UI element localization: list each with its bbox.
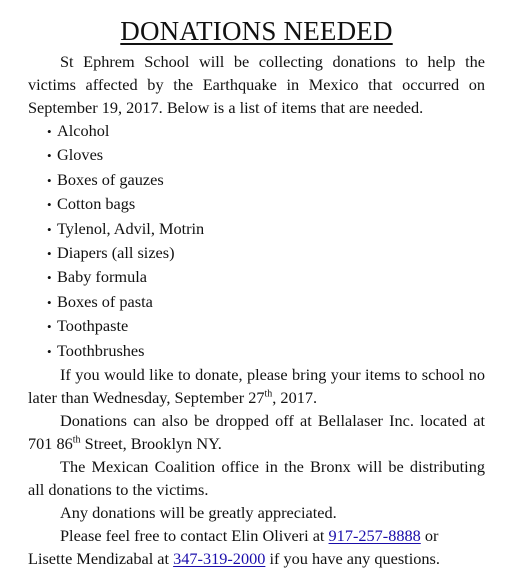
list-item-label: Tylenol, Advil, Motrin: [57, 218, 205, 238]
list-item-label: Cotton bags: [57, 194, 136, 214]
list-item-label: Gloves: [57, 145, 104, 165]
donate-text-end: , 2017.: [272, 388, 318, 408]
bullet-icon: •: [47, 319, 52, 335]
ordinal-suffix: th: [264, 388, 273, 400]
list-item-label: Boxes of pasta: [57, 291, 153, 311]
list-item-label: Diapers (all sizes): [57, 243, 175, 263]
bullet-icon: •: [47, 221, 52, 237]
dropoff-text: Donations can also be dropped off at Bellalaser Inc. located at 701 86: [28, 411, 485, 454]
list-item-label: Toothbrushes: [57, 340, 145, 360]
bullet-icon: •: [47, 148, 52, 164]
list-item: [47, 265, 485, 289]
contact-paragraph: [28, 524, 485, 570]
needed-items-list: [28, 119, 485, 363]
bullet-icon: •: [47, 172, 52, 188]
list-item: [47, 119, 485, 143]
appreciation-paragraph: Any donations will be greatly appreciated.: [60, 503, 337, 523]
list-item: [47, 339, 485, 363]
list-item-label: Baby formula: [57, 267, 147, 287]
intro-paragraph: St Ephrem School will be collecting donations to help the victims affected by the Earthquake in Mexico that occurred on September 19, 2017. Below is a list of items that are needed.: [28, 52, 485, 117]
list-item-label: Alcohol: [57, 121, 110, 140]
contact-text: Please feel free to contact Elin Oliveri at: [60, 526, 329, 546]
page-title: DONATIONS NEEDED: [120, 16, 393, 46]
bullet-icon: •: [47, 197, 52, 213]
list-item-label: Toothpaste: [57, 316, 129, 336]
list-item-label: Boxes of gauzes: [57, 169, 164, 189]
list-item: [47, 217, 485, 241]
donate-text: If you would like to donate, please bring your items to school no later than Wednesday, September 27: [28, 365, 485, 408]
list-item: [47, 290, 485, 314]
list-item: [47, 192, 485, 216]
bullet-icon: •: [47, 343, 52, 359]
list-item: [47, 143, 485, 167]
contact-text: if you have any questions.: [265, 549, 440, 569]
list-item: [47, 314, 485, 338]
contact-text: or Lisette Mendizabal at: [28, 526, 439, 569]
list-item: [47, 241, 485, 265]
bullet-icon: •: [47, 294, 52, 310]
phone-link-elin[interactable]: 917-257-8888: [328, 526, 421, 546]
bullet-icon: •: [47, 246, 52, 262]
bullet-icon: •: [47, 270, 52, 286]
dropoff-text-end: Street, Brooklyn NY.: [80, 434, 222, 454]
bullet-icon: •: [47, 124, 52, 139]
dropoff-paragraph: [28, 409, 485, 455]
donate-deadline-paragraph: [28, 363, 485, 409]
phone-link-lisette[interactable]: 347-319-2000: [173, 549, 266, 569]
list-item: [47, 168, 485, 192]
ordinal-suffix: th: [72, 434, 81, 446]
coalition-paragraph: The Mexican Coalition office in the Bronx will be distributing all donations to the victims.: [28, 457, 485, 500]
